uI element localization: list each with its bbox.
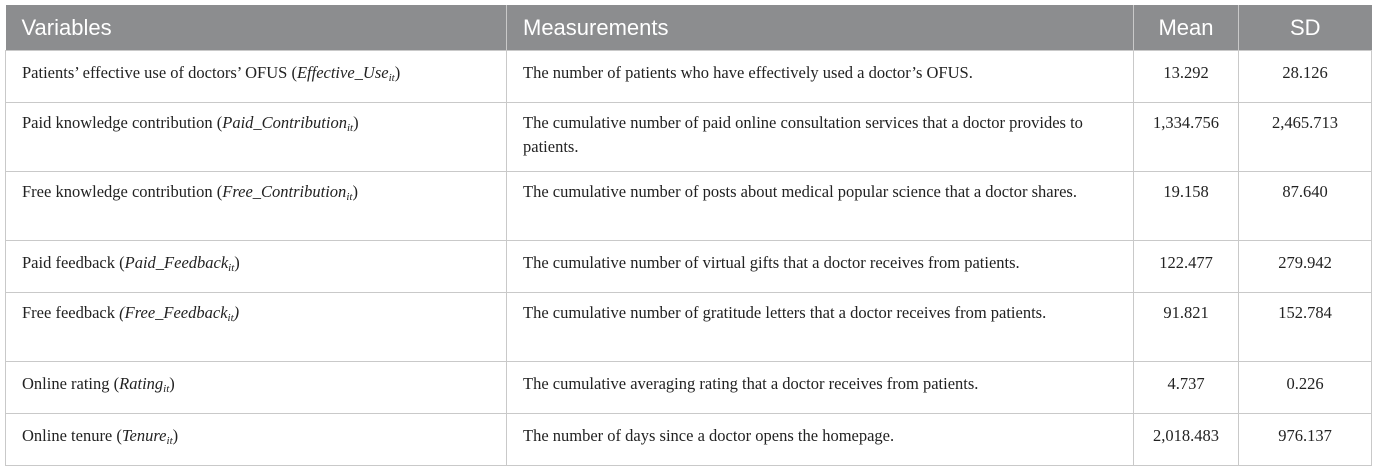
- variable-label: Online tenure: [22, 426, 113, 445]
- table-row: [6, 51, 1372, 103]
- variable-cell: Patients’ effective use of doctors’ OFUS (Effective_Use$_{it}$): [6, 51, 507, 103]
- header-mean: Mean: [1134, 5, 1239, 51]
- variable-cell: Online rating (Rating$_{it}$): [6, 362, 507, 414]
- variable-cell: Free feedback (Free_Feedback$_{it}$): [6, 293, 507, 362]
- table-row: [6, 172, 1372, 241]
- variable-label: Paid knowledge contribution: [22, 113, 213, 132]
- sd-cell: 152.784: [1239, 293, 1372, 362]
- mean-cell: 122.477: [1134, 241, 1239, 293]
- variable-subscript: it: [163, 383, 170, 395]
- variable-label: Online rating: [22, 374, 110, 393]
- mean-cell: 13.292: [1134, 51, 1239, 103]
- measurement-cell: The cumulative number of virtual gifts that a doctor receives from patients.: [507, 241, 1134, 293]
- table-row: [6, 103, 1372, 172]
- variable-cell: Paid feedback (Paid_Feedback$_{it}$): [6, 241, 507, 293]
- table-row: [6, 241, 1372, 293]
- header-measurements: Measurements: [507, 5, 1134, 51]
- variable-symbol: Paid_Feedback: [124, 253, 229, 272]
- variable-symbol: Free_Feedback: [124, 303, 228, 322]
- variable-symbol: Rating: [119, 374, 164, 393]
- header-variables: Variables: [6, 5, 507, 51]
- variable-label: Free feedback: [22, 303, 115, 322]
- mean-cell: 4.737: [1134, 362, 1239, 414]
- variable-cell: Paid knowledge contribution (Paid_Contribution$_{it}$): [6, 103, 507, 172]
- variable-symbol: Tenure: [121, 426, 167, 445]
- measurement-cell: The number of patients who have effectively used a doctor’s OFUS.: [507, 51, 1134, 103]
- sd-cell: 2,465.713: [1239, 103, 1372, 172]
- variable-subscript: it: [346, 191, 353, 203]
- variable-subscript: it: [388, 72, 395, 84]
- table-header-row: [6, 5, 1372, 51]
- table-row: [6, 293, 1372, 362]
- sd-cell: 0.226: [1239, 362, 1372, 414]
- header-sd: SD: [1239, 5, 1372, 51]
- sd-cell: 87.640: [1239, 172, 1372, 241]
- mean-cell: 91.821: [1134, 293, 1239, 362]
- variable-cell: Free knowledge contribution (Free_Contribution$_{it}$): [6, 172, 507, 241]
- measurement-cell: The number of days since a doctor opens the homepage.: [507, 414, 1134, 466]
- measurement-cell: The cumulative averaging rating that a doctor receives from patients.: [507, 362, 1134, 414]
- variables-table-container: [5, 5, 1371, 466]
- variable-label: Paid feedback: [22, 253, 115, 272]
- mean-cell: 2,018.483: [1134, 414, 1239, 466]
- variable-subscript: it: [346, 122, 354, 134]
- measurement-cell: The cumulative number of paid online consultation services that a doctor provides to patients.: [507, 103, 1134, 172]
- variable-symbol: Paid_Contribution: [222, 113, 347, 132]
- measurement-cell: The cumulative number of posts about medical popular science that a doctor shares.: [507, 172, 1134, 241]
- variable-symbol: Effective_Use: [296, 63, 389, 82]
- variable-label: Patients’ effective use of doctors’ OFUS: [22, 63, 288, 82]
- variable-subscript: it: [228, 262, 235, 274]
- variable-subscript: it: [166, 435, 173, 447]
- mean-cell: 19.158: [1134, 172, 1239, 241]
- variable-cell: Online tenure (Tenure$_{it}$): [6, 414, 507, 466]
- variable-subscript: it: [227, 312, 234, 324]
- sd-cell: 28.126: [1239, 51, 1372, 103]
- table-row: [6, 414, 1372, 466]
- sd-cell: 976.137: [1239, 414, 1372, 466]
- table-row: [6, 362, 1372, 414]
- variables-table: [5, 5, 1372, 466]
- sd-cell: 279.942: [1239, 241, 1372, 293]
- measurement-cell: The cumulative number of gratitude letters that a doctor receives from patients.: [507, 293, 1134, 362]
- mean-cell: 1,334.756: [1134, 103, 1239, 172]
- variable-label: Free knowledge contribution: [22, 182, 213, 201]
- variable-symbol: Free_Contribution: [222, 182, 347, 201]
